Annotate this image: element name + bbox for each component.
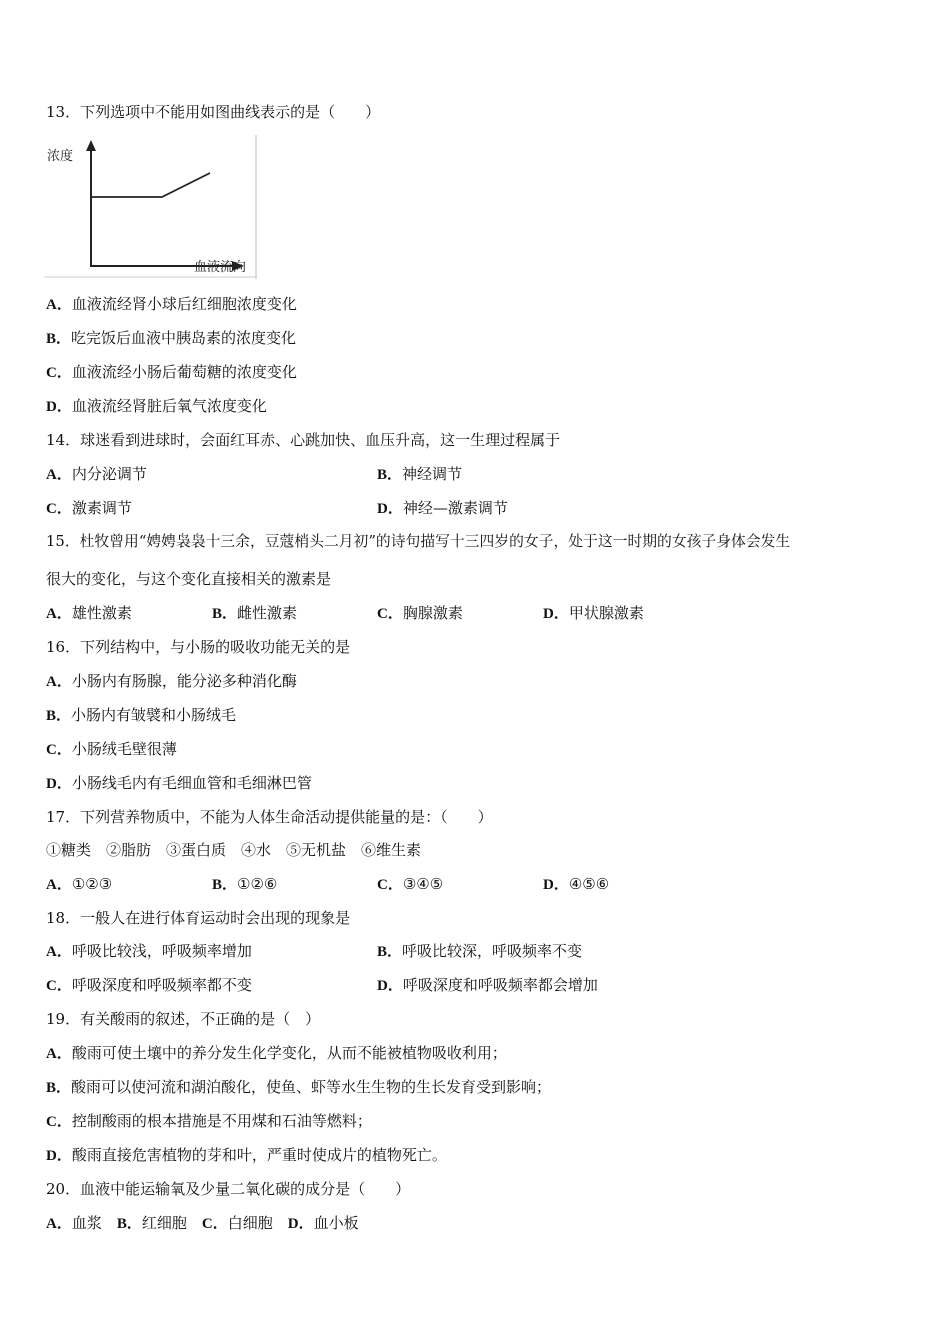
option-label: D． <box>543 877 569 893</box>
option-label: A． <box>46 674 72 690</box>
q15-option-a <box>46 603 132 624</box>
q13-concentration-graph <box>44 135 258 279</box>
option-text: 小肠绒毛壁很薄 <box>71 740 177 758</box>
option-text: 甲状腺激素 <box>568 604 644 622</box>
option-text: 酸雨可以使河流和湖泊酸化，使鱼、虾等水生生物的生长发育受到影响； <box>71 1078 552 1096</box>
option-text: 血液流经肾脏后氧气浓度变化 <box>71 397 267 415</box>
option-label: D． <box>377 978 403 994</box>
graph-curve <box>91 173 210 197</box>
option-label: C． <box>377 606 403 622</box>
option-text: 小肠内有肠腺，能分泌多种消化酶 <box>71 672 297 690</box>
q16-option-c <box>46 739 177 760</box>
q18-stem: 18．一般人在进行体育运动时会出现的现象是 <box>46 909 351 927</box>
q14-stem: 14．球迷看到进球时，会面红耳赤、心跳加快、血压升高，这一生理过程属于 <box>46 431 561 449</box>
option-text: 血小板 <box>313 1214 359 1232</box>
q13-option-d <box>46 396 267 417</box>
q17-option-c <box>377 874 443 895</box>
option-text: 胸腺激素 <box>402 604 463 622</box>
option-text: ①②⑥ <box>237 875 278 893</box>
option-label: D． <box>287 1216 314 1232</box>
q19-option-a <box>46 1043 507 1064</box>
option-label: A． <box>46 944 72 960</box>
q15-stem-line1: 15．杜牧曾用“娉娉袅袅十三余，豆蔻梢头二月初”的诗句描写十三四岁的女子，处于这一时期的女孩子身体会发生 <box>46 533 791 550</box>
option-text: 酸雨直接危害植物的芽和叶，严重时使成片的植物死亡。 <box>71 1146 447 1164</box>
q19-stem: 19．有关酸雨的叙述，不正确的是（ ） <box>46 1010 321 1028</box>
option-label: B． <box>377 944 403 960</box>
q15-option-d <box>543 603 644 624</box>
q20-options <box>46 1213 359 1234</box>
option-label: D． <box>46 399 72 415</box>
q14-option-c <box>46 498 132 519</box>
option-label: A． <box>46 1046 72 1062</box>
option-text: 呼吸比较深，呼吸频率不变 <box>402 942 583 960</box>
option-label: C． <box>46 1114 72 1130</box>
option-label: B． <box>46 331 72 347</box>
option-text: 呼吸深度和呼吸频率都不变 <box>71 976 252 994</box>
option-text: ①②③ <box>71 875 113 893</box>
option-text: 白细胞 <box>227 1214 273 1232</box>
option-text: 血浆 <box>71 1214 102 1232</box>
q18-option-b <box>377 941 582 962</box>
option-text: 呼吸比较浅，呼吸频率增加 <box>71 942 252 960</box>
q13-option-c <box>46 362 297 383</box>
option-label: C． <box>46 742 72 758</box>
option-label: C． <box>377 877 403 893</box>
q16-option-a <box>46 671 297 692</box>
option-text: 血液流经肾小球后红细胞浓度变化 <box>71 295 297 313</box>
q20-stem: 20．血液中能运输氧及少量二氧化碳的成分是（ ） <box>46 1180 411 1198</box>
q13-option-b <box>46 328 296 349</box>
q17-option-a <box>46 874 112 895</box>
q18-option-d <box>377 975 598 996</box>
option-text: ④⑤⑥ <box>568 875 610 893</box>
option-text: 呼吸深度和呼吸频率都会增加 <box>402 976 598 994</box>
option-label: B． <box>116 1216 142 1232</box>
graph-x-axis-label: 血液流向 <box>194 260 247 275</box>
q16-option-d <box>46 773 312 794</box>
option-text: 激素调节 <box>71 499 132 517</box>
option-text: 神经—激素调节 <box>402 499 508 517</box>
option-text: 红细胞 <box>141 1214 187 1232</box>
option-label: B． <box>212 606 238 622</box>
option-text: 控制酸雨的根本措施是不用煤和石油等燃料； <box>71 1112 372 1130</box>
option-label: C． <box>46 978 72 994</box>
q19-option-d <box>46 1145 447 1166</box>
option-label: D． <box>46 1148 72 1164</box>
q18-option-a <box>46 941 252 962</box>
q17-option-b <box>212 874 277 895</box>
q15-option-c <box>377 603 463 624</box>
q19-option-b <box>46 1077 551 1098</box>
option-text: ③④⑤ <box>402 875 444 893</box>
q18-option-c <box>46 975 252 996</box>
option-text: 小肠线毛内有毛细血管和毛细淋巴管 <box>71 774 312 792</box>
q14-option-a <box>46 464 147 485</box>
option-label: B． <box>377 467 403 483</box>
option-label: A． <box>46 877 72 893</box>
q15-option-b <box>212 603 297 624</box>
option-label: A． <box>46 467 72 483</box>
option-label: D． <box>377 501 403 517</box>
q14-option-b <box>377 464 462 485</box>
q16-stem: 16．下列结构中，与小肠的吸收功能无关的是 <box>46 638 351 656</box>
q17-stem: 17．下列营养物质中，不能为人体生命活动提供能量的是：（ ） <box>46 808 493 826</box>
q17-option-d <box>543 874 609 895</box>
q14-option-d <box>377 498 508 519</box>
option-label: B． <box>46 1080 72 1096</box>
q16-option-b <box>46 705 236 726</box>
q13-option-a <box>46 294 297 315</box>
option-label: A． <box>46 1216 72 1232</box>
graph-y-axis-label: 浓度 <box>47 149 74 164</box>
option-label: C． <box>46 501 72 517</box>
option-text: 血液流经小肠后葡萄糖的浓度变化 <box>71 363 297 381</box>
q19-option-c <box>46 1111 372 1132</box>
option-text: 内分泌调节 <box>71 465 147 483</box>
graph-y-axis-arrow <box>86 140 96 151</box>
option-label: C． <box>201 1216 228 1232</box>
option-label: D． <box>543 606 569 622</box>
q17-items: ①糖类 ②脂肪 ③蛋白质 ④水 ⑤无机盐 ⑥维生素 <box>46 841 422 859</box>
option-label: A． <box>46 606 72 622</box>
option-label: D． <box>46 776 72 792</box>
option-label: C． <box>46 365 72 381</box>
q15-stem-line2: 很大的变化，与这个变化直接相关的激素是 <box>46 570 332 588</box>
option-text: 酸雨可使土壤中的养分发生化学变化，从而不能被植物吸收利用； <box>71 1044 507 1062</box>
option-text: 神经调节 <box>402 465 463 483</box>
option-label: B． <box>212 877 238 893</box>
option-text: 吃完饭后血液中胰岛素的浓度变化 <box>71 329 297 347</box>
option-text: 雌性激素 <box>237 604 298 622</box>
q13-stem: 13．下列选项中不能用如图曲线表示的是（ ） <box>46 103 381 121</box>
option-label: B． <box>46 708 72 724</box>
option-text: 雄性激素 <box>71 604 132 622</box>
option-text: 小肠内有皱襞和小肠绒毛 <box>71 706 237 724</box>
option-label: A． <box>46 297 72 313</box>
